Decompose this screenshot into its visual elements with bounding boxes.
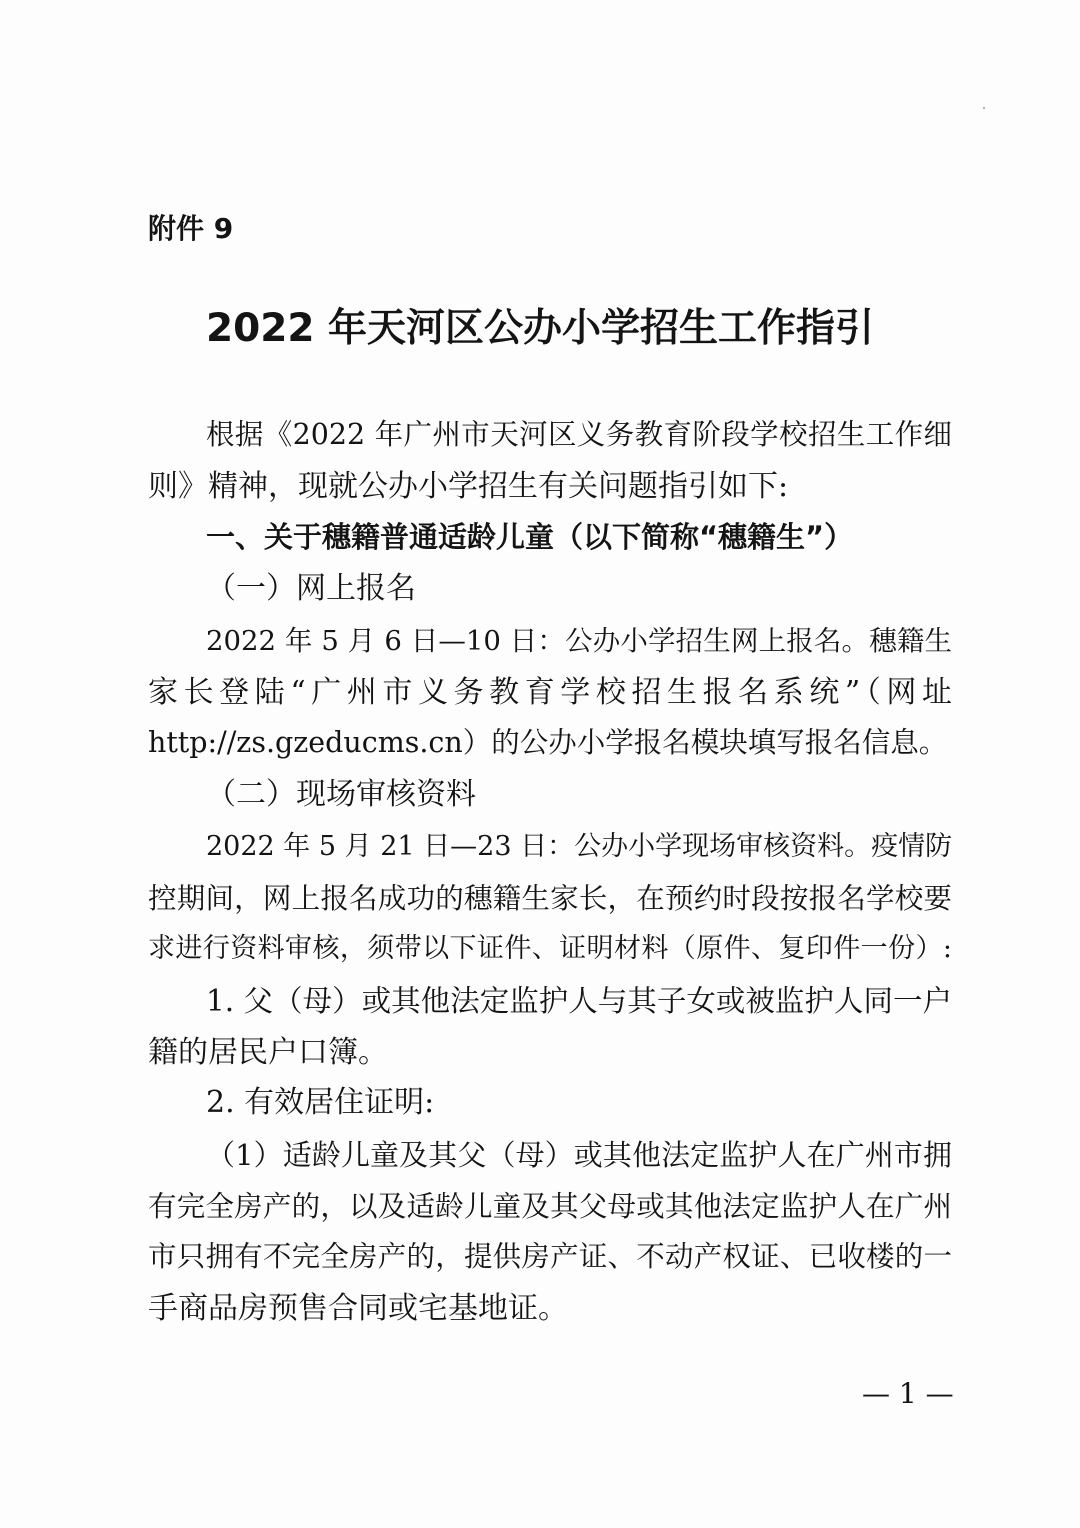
document-title: 2022 年天河区公办小学招生工作指引 — [205, 306, 875, 351]
subsection-heading-online-registration: （一）网上报名 — [206, 572, 416, 606]
sub1-line-2: 家长登陆“广州市义务教育学校招生报名系统”（网址 — [148, 676, 952, 710]
sub2-line-2: 控期间，网上报名成功的穗籍生家长，在预约时段按报名学校要 — [148, 882, 952, 915]
sub2-line-3: 求进行资料审核，须带以下证件、证明材料（原件、复印件一份）: — [148, 933, 952, 964]
intro-line-2: 则》精神，现就公办小学招生有关问题指引如下: — [148, 470, 789, 504]
sub1-line-1: 2022 年 5 月 6 日—10 日：公办小学招生网上报名。穗籍生 — [206, 625, 952, 657]
item1-line-1: 1. 父（母）或其他法定监护人与其子女或被监护人同一户 — [206, 984, 952, 1018]
item2-sub1-line-2: 有完全房产的，以及适龄儿童及其父母或其他法定监护人在广州 — [148, 1190, 952, 1223]
item1-line-2: 籍的居民户口簿。 — [148, 1036, 388, 1070]
section-heading-1: 一、关于穗籍普通适龄儿童（以下简称“穗籍生”） — [206, 520, 854, 554]
item2-sub1-line-4: 手商品房预售合同或宅基地证。 — [148, 1292, 568, 1326]
item2-sub1-line-1: （1）适龄儿童及其父（母）或其他法定监护人在广州市拥 — [206, 1138, 952, 1172]
item2-heading: 2. 有效居住证明: — [206, 1086, 435, 1120]
subsection-heading-onsite-review: （二）现场审核资料 — [206, 778, 476, 812]
sub2-line-1: 2022 年 5 月 21 日—23 日：公办小学现场审核资料。疫情防 — [206, 831, 952, 862]
page-number: — 1 — — [862, 1377, 954, 1410]
item2-sub1-line-3: 市只拥有不完全房产的，提供房产证、不动产权证、已收楼的一 — [148, 1240, 952, 1273]
attachment-label: 附件 9 — [148, 212, 234, 245]
sub1-line-3: http://zs.gzeducms.cn）的公办小学报名模块填写报名信息。 — [148, 726, 948, 759]
intro-line-1: 根据《2022 年广州市天河区义务教育阶段学校招生工作细 — [206, 418, 952, 451]
scan-speck — [983, 107, 985, 109]
